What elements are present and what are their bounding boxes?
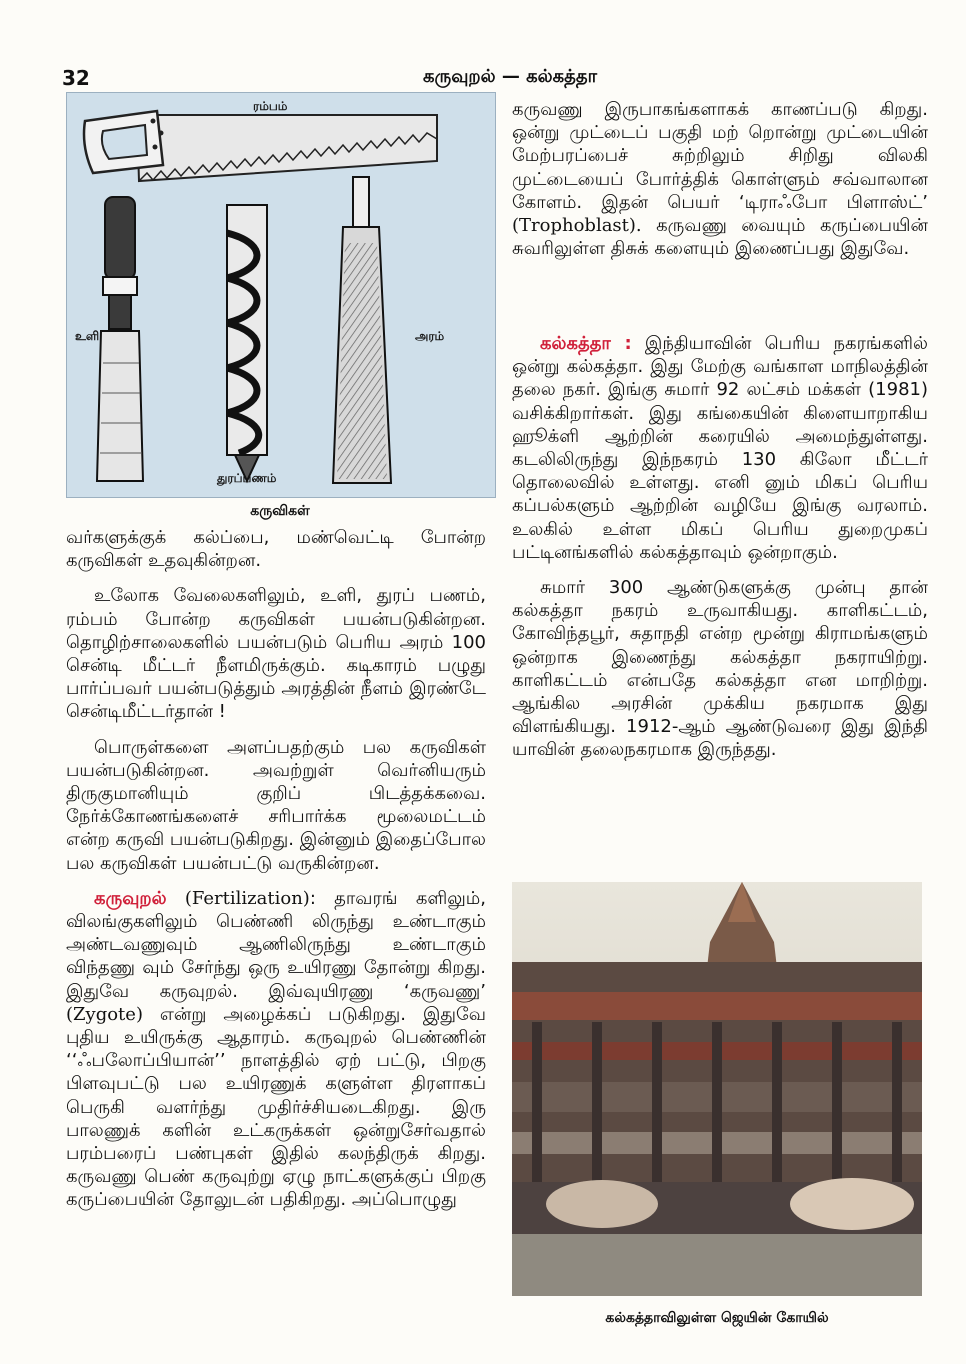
- paragraph-text: கருவணு இருபாகங்களாகக் காணப்படு கிறது. ஒன்று முட்டைப் பகுதி மற் றொன்று முட்டையின் மேற்பரப்பைச் சுற்றிலும் சிறிது விலகி முட்டையைப் போர்த்திக் கொள்ளும் சவ்வாலான கோளம். இதன் பெயர் ‘டிராஃபோ பிளாஸ்ட்’: [512, 99, 928, 213]
- latin-term: (Zygote): [66, 1003, 143, 1025]
- temple-picture: [512, 882, 922, 1296]
- right-column-calcutta: [512, 332, 928, 774]
- paragraph-text: கருவணு வையும் கருப்பையின் சுவரிலுள்ள திசுக் களையும் இணைப்பது இதுவே.: [512, 215, 928, 260]
- drill-bit-drawing: [227, 205, 267, 481]
- paragraph-text: இந்தியாவின் பெரிய நகரங்களில் ஒன்று கல்கத்தா. இது மேற்கு வங்காள மாநிலத்தின் தலை நகர். இங்கு சுமார் 92 லட்சம் மக்கள் (1981) வசிக்கிறார்கள். இது கங்கையின் கிளையாறாகிய ஹூக்ளி ஆற்றின் கரையில் அமைந்துள்ளது. கடலிலிருந்து இந்நகரம் 130 கிலோ மீட்டர் தொலைவில் உள்ளது. எனி னும் மிகப் பெரிய கப்பல்களும் ஆற்றின் வழியே இங்கு வரலாம். உலகில் உள்ள மிகப் பெரிய துறைமுகப் பட்டினங்களில் கல்கத்தாவும் ஒன்றாகும்.: [512, 333, 928, 563]
- tools-caption: கருவிகள்: [250, 503, 310, 519]
- tools-figure: [66, 92, 496, 498]
- fertilization-heading: கருவுறல்: [94, 887, 167, 909]
- temple-caption: கல்கத்தாவிலுள்ள ஜெயின் கோயில்: [605, 1310, 829, 1326]
- calcutta-paragraph: [512, 332, 928, 564]
- right-column-top: [512, 98, 928, 272]
- left-column: [66, 526, 486, 1224]
- fertilization-paragraph: [66, 887, 486, 1212]
- paragraph: சுமார் 300 ஆண்டுகளுக்கு முன்பு தான் கல்கத்தா நகரம் உருவாகியது. காளிகட்டம், கோவிந்தபூர், சுதாநதி என்ற மூன்று கிராமங்களும் ஒன்றாக இணைந்து கல்கத்தா நகராயிற்று. காளிகட்டம் என்பதே கல்கத்தா என மாறிற்று. ஆங்கில அரசின் முக்கிய நகரமாக இது விளங்கியது. 1912-ஆம் ஆண்டுவரை இது இந்தி யாவின் தலைநகரமாக இருந்தது.: [512, 577, 928, 761]
- lion-statue-left: [546, 1180, 658, 1228]
- paragraph: [512, 98, 928, 260]
- file-drawing: [333, 177, 391, 483]
- latin-term: (Trophoblast).: [512, 215, 642, 237]
- tools-illustration: [67, 93, 495, 497]
- paragraph: பொருள்களை அளப்பதற்கும் பல கருவிகள் பயன்படுகின்றன. அவற்றுள் வெர்னியரும் திருகுமானியும் குறிப் பிடத்தக்கவை. நேர்க்கோணங்களைச் சரிபார்க்க மூலைமட்டம் என்ற கருவி பயன்படுகிறது. இன்னும் இதைப்போல பல கருவிகள் பயன்பட்டு வருகின்றன.: [66, 736, 486, 874]
- chisel-drawing: [97, 197, 143, 481]
- page-number: 32: [62, 66, 90, 90]
- colon: :: [309, 887, 316, 909]
- running-head: கருவுறல் — கல்கத்தா: [423, 66, 597, 87]
- calcutta-heading: கல்கத்தா :: [540, 333, 632, 354]
- lion-statue-right: [790, 1178, 914, 1230]
- chisel-label: உளி: [75, 329, 100, 343]
- paragraph-text: தாவரங் களிலும், விலங்குகளிலும் பெண்ணி லிருந்து உண்டாகும் அண்டவணுவும் ஆணிலிருந்து உண்டாகும் விந்தணு வும் சேர்ந்து ஒரு உயிரணு தோன்று கிறது. இதுவே கருவுறல். இவ்வுயிரணு ‘கருவணு’: [66, 887, 486, 1002]
- saw-label: ரம்பம்: [253, 99, 288, 113]
- paragraph: வர்களுக்குக் கல்ப்பை, மண்வெட்டி போன்ற கருவிகள் உதவுகின்றன.: [66, 527, 486, 572]
- paragraph: உலோக வேலைகளிலும், உளி, துரப் பணம், ரம்பம் போன்ற கருவிகள் பயன்படுகின்றன. தொழிற்சாலைகளில் பயன்படும் பெரிய அரம் 100 சென்டி மீட்டர் நீளமிருக்கும். கடிகாரம் பழுது பார்ப்பவர் பயன்படுத்தும் அரத்தின் நீளம் இரண்டே சென்டிமீட்டர்தான் !: [66, 585, 486, 723]
- saw-drawing: [84, 111, 437, 181]
- file-label: அரம்: [415, 329, 445, 343]
- temple-photo: [512, 882, 922, 1296]
- paragraph-text: என்று அழைக்கப் படுகிறது. இதுவே புதிய உயிருக்கு ஆதாரம். கருவுறல் பெண்ணின் ‘‘ஃபலோப்பியான்’’ நாளத்தில் ஏற் பட்டு, பிறகு பிளவுபட்டு பல உயிரணுக் களுள்ள திரளாகப் பெருகி வளர்ந்து முதிர்ச்சியடைகிறது. இரு பாலணுக் களின் உட்கருக்கள் ஒன்றுசேர்வதால் பரம்பரைப் பண்புகள் இதில் கலந்திருக் கிறது. கருவணு பெண் கருவுற்று ஏழு நாட்களுக்குப் பிறகு கருப்பையின் தோலுடன் பதிகிறது. அப்பொழுது: [66, 1003, 486, 1211]
- drill-label: துரப்பணம்: [217, 471, 277, 485]
- latin-term: (Fertilization): [184, 887, 310, 909]
